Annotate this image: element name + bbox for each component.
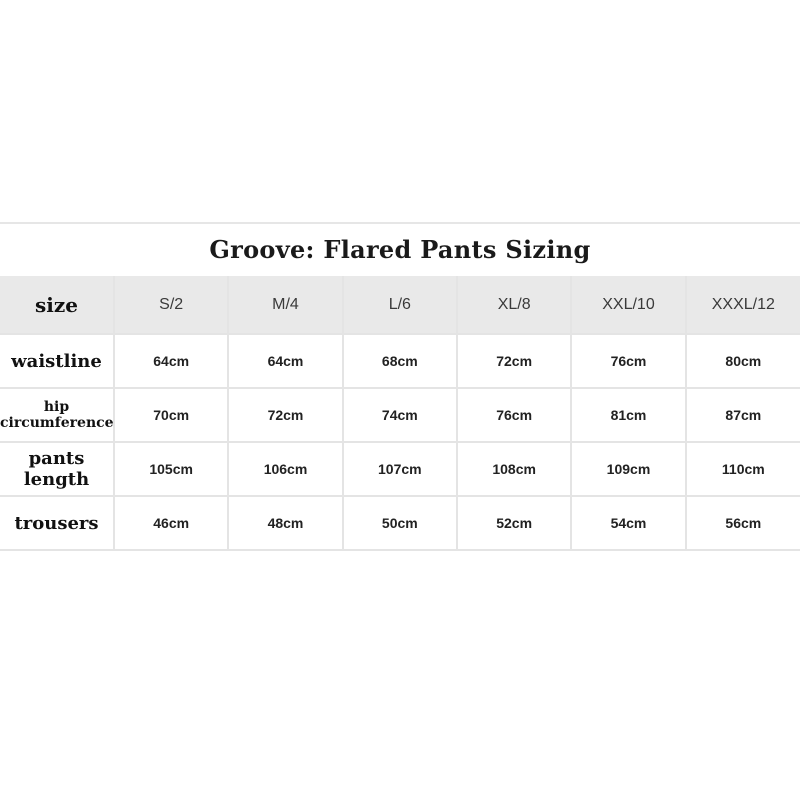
cell-value: 107cm [343, 442, 457, 496]
table-row-trousers [0, 496, 800, 550]
row-label-line: circumference [0, 415, 114, 431]
cell-value: 108cm [457, 442, 571, 496]
cell-value: 46cm [114, 496, 228, 550]
header-label-size: size [0, 276, 114, 334]
table-row-waistline [0, 334, 800, 388]
cell-value: 68cm [343, 334, 457, 388]
cell-value: 106cm [228, 442, 342, 496]
cell-value: 72cm [457, 334, 571, 388]
cell-value: 70cm [114, 388, 228, 442]
cell-value: 105cm [114, 442, 228, 496]
cell-value: 81cm [571, 388, 685, 442]
size-chart [0, 222, 800, 550]
cell-value: 52cm [457, 496, 571, 550]
chart-title: Groove: Flared Pants Sizing [209, 235, 591, 264]
row-label-line: hip [43, 399, 70, 415]
cell-value: 80cm [686, 334, 800, 388]
cell-value: 109cm [571, 442, 685, 496]
row-label-hip-circumference [0, 388, 114, 442]
row-label-trousers: trousers [0, 496, 114, 550]
cell-value: 64cm [228, 334, 342, 388]
cell-value: 54cm [571, 496, 685, 550]
size-header-m: M/4 [228, 276, 342, 334]
table-row-pants-length [0, 442, 800, 496]
row-label-waistline: waistline [0, 334, 114, 388]
cell-value: 48cm [228, 496, 342, 550]
cell-value: 76cm [457, 388, 571, 442]
cell-value: 74cm [343, 388, 457, 442]
header-row [0, 276, 800, 334]
size-header-xxl: XXL/10 [571, 276, 685, 334]
cell-value: 76cm [571, 334, 685, 388]
cell-value: 72cm [228, 388, 342, 442]
cell-value: 87cm [686, 388, 800, 442]
row-label-pants-length: pants length [0, 442, 114, 496]
cell-value: 64cm [114, 334, 228, 388]
cell-value: 50cm [343, 496, 457, 550]
size-header-xl: XL/8 [457, 276, 571, 334]
cell-value: 56cm [686, 496, 800, 550]
cell-value: 110cm [686, 442, 800, 496]
size-header-s: S/2 [114, 276, 228, 334]
size-header-l: L/6 [343, 276, 457, 334]
size-header-xxxl: XXXL/12 [686, 276, 800, 334]
table-row-hip-circumference [0, 388, 800, 442]
size-table [0, 276, 800, 551]
